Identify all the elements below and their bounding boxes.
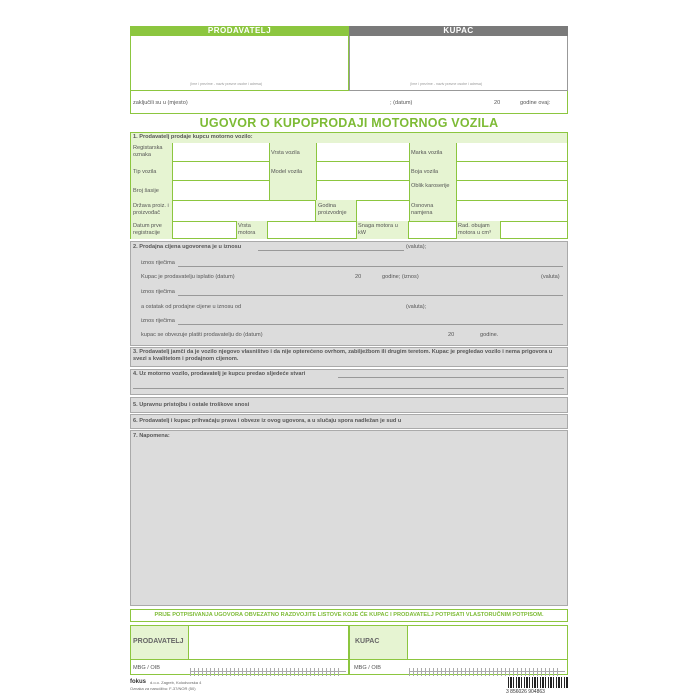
buyer-signature-field[interactable] [407,626,567,659]
section-3-text: 3. Prodavatelj jamči da je vozilo njegovo vlasništvo i da nije opterećeno ovrhom, zabilježbom ili drugim teretom. Kupac je pregledao vozilo i nema prigovora u svezi s kvalitetom i prodajnom cijenom. [133,349,553,362]
obligation-year-suffix: godine. [480,332,499,338]
date-label: ; (datum) [390,100,413,106]
seller-hint: (Ime i prezime - naziv pravne osobe i adresa) [190,82,263,86]
buyer-mbg-label: MBG / OIB [354,665,382,671]
seller-oib-field[interactable] [190,663,346,672]
power-label: Snaga motora u kW [358,223,398,236]
rest-label: a ostatak od prodajne cijene u iznosu od [141,304,242,310]
brand-logo: fokus [130,679,147,685]
paid-words-line[interactable] [178,295,563,296]
footer-address: d.o.o. Zagreb, Kolodvorska 4 [150,680,202,685]
section-2-heading: 2. Prodajna cijena ugovorena je u iznosu [133,244,242,250]
model-label: Model vozila [271,169,303,175]
volume-label: Rad. obujam motora u cm³ [458,223,491,236]
section-1-heading: 1. Prodavatelj prodaje kupcu motorno vozilo: [133,134,253,140]
price-words-label: iznos riječima [141,260,175,266]
rest-words-label: iznos riječima [141,318,175,324]
section-4-text: 4. Uz motorno vozilo, prodavatelj je kupcu predao sljedeće stvari [133,371,306,377]
seller-header: PRODAVATELJ [130,26,349,36]
year-suffix: godine ovaj: [520,100,551,106]
obligation-year-prefix: 20 [448,332,455,338]
vehicle-brand-label: Marka vozila [411,150,443,156]
vehicle-kind-label: Tip vozila [133,169,157,175]
footer-order-code: Oznaka za narudžbu: F-37/NOR (50) [130,686,196,691]
barcode-number: 3 856026 904863 [506,689,545,695]
seller-signature-label: PRODAVATELJ [133,638,184,645]
obligation-label: kupac se obvezuje platiti prodavatelju do (datum) [141,332,263,338]
chassis-label: Broj šasije [133,188,159,194]
engine-type-label: Vrsta motora [238,223,256,236]
year-made-label: Godina proizvodnje [318,203,347,216]
first-registration-label: Datum prve registracije [133,223,162,236]
section-5-text: 5. Upravnu pristojbu i ostale troškove snosi [133,402,250,408]
page-title: UGOVOR O KUPOPRODAJI MOTORNOG VOZILA [199,116,499,130]
paid-words-label: iznos riječima [141,289,175,295]
body-shape-label: Oblik karoserije [411,183,450,189]
rest-words-line[interactable] [178,324,563,325]
paid-amount-label: godine; (iznos) [382,274,419,280]
color-label: Boja vozila [411,169,439,175]
items-line-2[interactable] [133,388,564,389]
paid-currency-label: (valuta) [541,274,560,280]
purpose-label: Osnovna namjena [411,203,434,216]
currency-label: (valuta); [406,244,427,250]
contract-form [128,24,570,695]
barcode [508,677,568,688]
section-2 [130,241,568,346]
seller-signature-field[interactable] [188,626,348,659]
registration-label: Registarska oznaka [133,145,163,158]
seller-mbg-label: MBG / OIB [133,665,161,671]
notice-text: PRIJE POTPISIVANJA UGOVORA OBVEZATNO RAZDVOJITE LISTOVE KOJE ĆE KUPAC I PRODAVATELJ POTPISATI VLASTORUČNIM POTPISOM. [154,612,544,618]
buyer-sig-divider [350,659,567,660]
buyer-oib-field[interactable] [409,663,565,672]
year-prefix: 20 [494,100,501,106]
vehicle-type-label: Vrsta vozila [271,150,300,156]
price-words-line[interactable] [178,266,563,267]
rest-currency-label: (valuta); [406,304,427,310]
buyer-header: KUPAC [349,26,568,36]
seller-sig-divider [131,659,348,660]
buyer-hint: (Ime i prezime - naziv pravne osobe i adresa) [410,82,483,86]
paid-year-prefix: 20 [355,274,362,280]
price-line[interactable] [258,250,404,251]
section-7-heading: 7. Napomena: [133,433,170,439]
place-date-row [130,91,568,114]
section-7-notes-field[interactable] [130,430,568,606]
buyer-signature-label: KUPAC [355,638,380,645]
country-label: Država proiz. i proizvođač [133,203,169,216]
place-label: zaključili su u (mjesto) [133,100,188,106]
section-6-text: 6. Prodavatelj i kupac prihvaćaju prava i obveze iz ovog ugovora, a u slučaju spora nadležan je sud u [133,418,402,424]
items-line-1[interactable] [338,377,564,378]
paid-label: Kupac je prodavatelju isplatio (datum) [141,274,235,280]
